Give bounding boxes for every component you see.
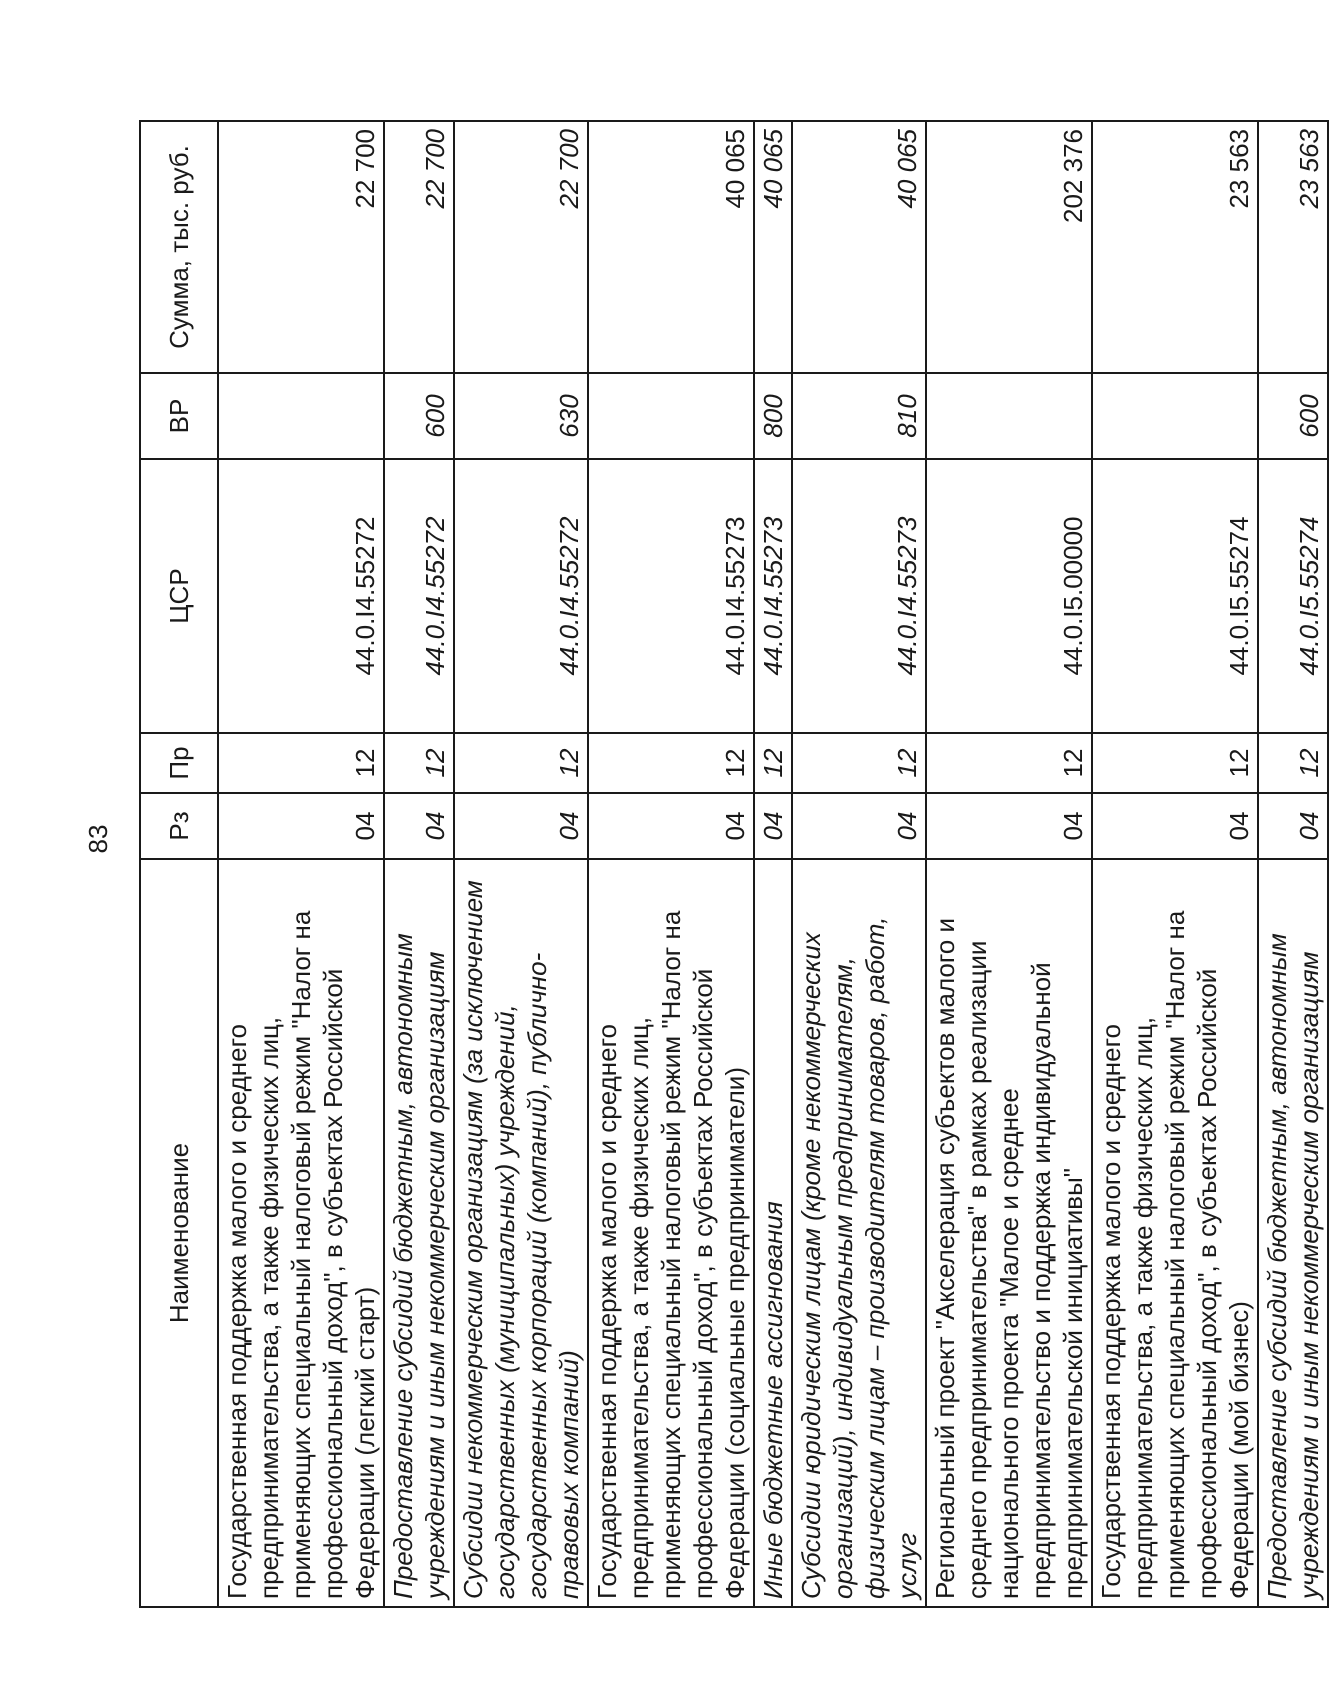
cell-vr (588, 373, 754, 459)
cell-sum: 22 700 (384, 121, 454, 373)
table-row (1092, 121, 1258, 1607)
table-row (384, 121, 454, 1607)
cell-vr (926, 373, 1092, 459)
table-row (754, 121, 792, 1607)
cell-name: Предоставление субсидий бюджетным, автономным учреждениям и иным некоммерческим организациям (1258, 859, 1328, 1607)
cell-sum: 23 563 (1258, 121, 1328, 373)
header-vr: ВР (140, 373, 218, 459)
header-pr: Пр (140, 733, 218, 793)
cell-csr: 44.0.I5.00000 (926, 459, 1092, 733)
table-row (792, 121, 926, 1607)
table-row (588, 121, 754, 1607)
cell-sum: 40 065 (792, 121, 926, 373)
table-body (218, 121, 1328, 1607)
cell-name: Субсидии некоммерческим организациям (за исключением государственных (муниципальных) учреждений, государственных корпораций (компаний), публично-правовых компаний) (454, 859, 588, 1607)
budget-table (139, 120, 1329, 1608)
table-row (926, 121, 1092, 1607)
cell-csr: 44.0.I4.55272 (384, 459, 454, 733)
cell-vr: 600 (1258, 373, 1328, 459)
cell-sum: 40 065 (754, 121, 792, 373)
cell-rz: 04 (1258, 793, 1328, 859)
cell-rz: 04 (1092, 793, 1258, 859)
cell-sum: 202 376 (926, 121, 1092, 373)
cell-name: Государственная поддержка малого и среднего предпринимательства, а также физических лиц, применяющих специальный налоговый режим "Налог на профессиональный доход", в субъектах Российской Федерации (мой бизнес) (1092, 859, 1258, 1607)
rotated-table (139, 122, 1324, 1608)
cell-csr: 44.0.I4.55273 (588, 459, 754, 733)
cell-csr: 44.0.I5.55274 (1258, 459, 1328, 733)
cell-vr (1092, 373, 1258, 459)
cell-vr: 800 (754, 373, 792, 459)
cell-name: Государственная поддержка малого и среднего предпринимательства, а также физических лиц, применяющих специальный налоговый режим "Налог на профессиональный доход", в субъектах Российской Федерации (социальные предприниматели) (588, 859, 754, 1607)
cell-pr: 12 (754, 733, 792, 793)
cell-csr: 44.0.I4.55273 (754, 459, 792, 733)
page-number: 83 (83, 824, 113, 854)
cell-sum: 22 700 (454, 121, 588, 373)
cell-pr: 12 (926, 733, 1092, 793)
cell-sum: 23 563 (1092, 121, 1258, 373)
cell-name: Государственная поддержка малого и среднего предпринимательства, а также физических лиц, применяющих специальный налоговый режим "Налог на профессиональный доход", в субъектах Российской Федерации (легкий старт) (218, 859, 384, 1607)
cell-csr: 44.0.I5.55274 (1092, 459, 1258, 733)
cell-vr (218, 373, 384, 459)
cell-csr: 44.0.I4.55272 (454, 459, 588, 733)
cell-vr: 630 (454, 373, 588, 459)
cell-rz: 04 (926, 793, 1092, 859)
cell-pr: 12 (1092, 733, 1258, 793)
table-row (218, 121, 384, 1607)
cell-pr: 12 (588, 733, 754, 793)
cell-pr: 12 (218, 733, 384, 793)
cell-pr: 12 (384, 733, 454, 793)
table-row (454, 121, 588, 1607)
budget-table-container (139, 122, 1324, 1608)
header-sum: Сумма, тыс. руб. (140, 121, 218, 373)
cell-rz: 04 (754, 793, 792, 859)
cell-sum: 22 700 (218, 121, 384, 373)
cell-sum: 40 065 (588, 121, 754, 373)
header-csr: ЦСР (140, 459, 218, 733)
cell-pr: 12 (1258, 733, 1328, 793)
cell-name: Субсидии юридическим лицам (кроме некоммерческих организаций), индивидуальным предпринимателям, физическим лицам – производителям товаров, работ, услуг (792, 859, 926, 1607)
cell-csr: 44.0.I4.55272 (218, 459, 384, 733)
table-header-row (140, 121, 218, 1607)
cell-csr: 44.0.I4.55273 (792, 459, 926, 733)
cell-rz: 04 (384, 793, 454, 859)
cell-name: Региональный проект "Акселерация субъектов малого и среднего предпринимательства" в рамках реализации национального проекта "Малое и среднее предпринимательство и поддержка индивидуальной предпринимательской инициативы" (926, 859, 1092, 1607)
cell-pr: 12 (454, 733, 588, 793)
cell-vr: 600 (384, 373, 454, 459)
cell-rz: 04 (454, 793, 588, 859)
cell-rz: 04 (218, 793, 384, 859)
header-rz: Рз (140, 793, 218, 859)
table-row (1258, 121, 1328, 1607)
cell-name: Предоставление субсидий бюджетным, автономным учреждениям и иным некоммерческим организациям (384, 859, 454, 1607)
cell-rz: 04 (588, 793, 754, 859)
cell-rz: 04 (792, 793, 926, 859)
cell-pr: 12 (792, 733, 926, 793)
cell-name: Иные бюджетные ассигнования (754, 859, 792, 1607)
header-name: Наименование (140, 859, 218, 1607)
cell-vr: 810 (792, 373, 926, 459)
